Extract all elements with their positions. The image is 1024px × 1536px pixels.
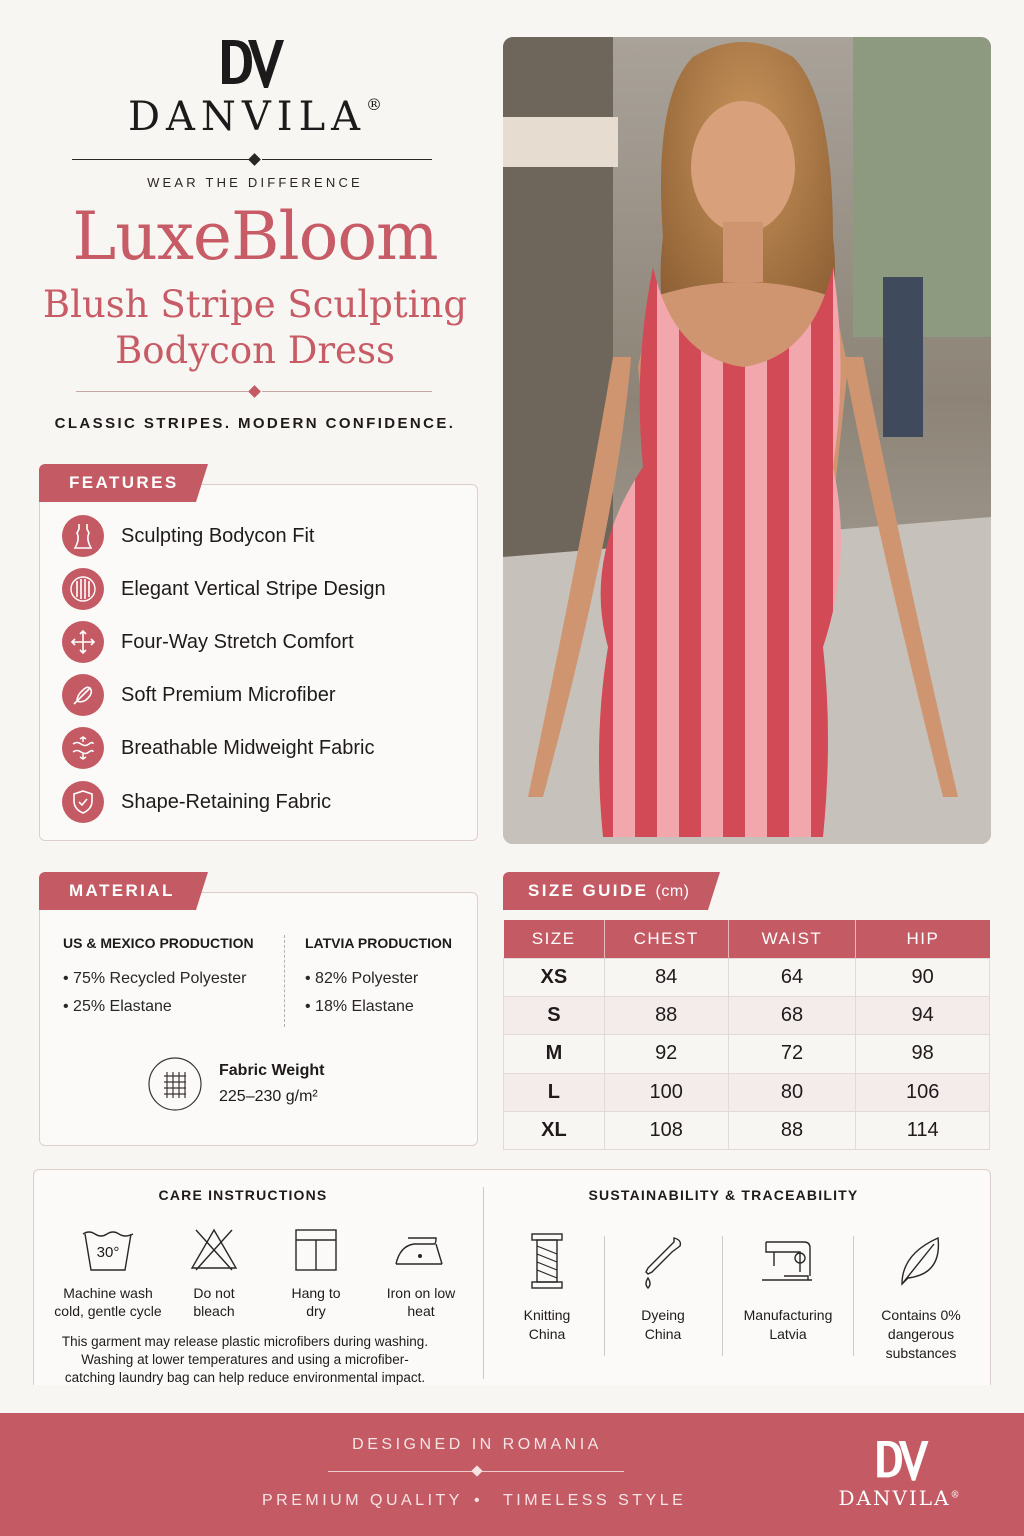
us-material-item: • 25% Elastane — [63, 998, 172, 1015]
material-divider — [284, 935, 285, 1027]
column-header: SIZE — [504, 920, 605, 958]
stripes-icon — [62, 568, 104, 610]
footer-divider — [482, 1471, 624, 1472]
hip-cell: 106 — [856, 1073, 990, 1111]
four-way-arrows-icon — [62, 621, 104, 663]
fabric-grid-icon — [147, 1056, 203, 1112]
product-photo — [503, 37, 991, 844]
divider — [76, 391, 248, 392]
footer — [0, 1413, 1024, 1536]
us-material-item: • 75% Recycled Polyester — [63, 970, 247, 987]
care-label-wash: Machine wash cold, gentle cycle — [54, 1285, 162, 1319]
waist-cell: 64 — [728, 958, 856, 996]
divider — [262, 159, 432, 160]
breathable-icon — [62, 727, 104, 769]
latvia-material-item: • 18% Elastane — [305, 998, 414, 1015]
footer-brand-name: DANVILA® — [838, 1486, 962, 1510]
hip-cell: 114 — [856, 1112, 990, 1150]
waist-cell: 88 — [728, 1112, 856, 1150]
shield-check-icon — [62, 781, 104, 823]
timeless-style-text: TIMELESS STYLE — [503, 1492, 687, 1509]
premium-quality-text: PREMIUM QUALITY — [262, 1492, 463, 1509]
care-label-bleach: Do not bleach — [193, 1285, 235, 1319]
feature-label: Four-Way Stretch Comfort — [121, 630, 354, 653]
table-row — [504, 958, 990, 996]
feature-item — [62, 514, 462, 558]
feather-icon — [62, 674, 104, 716]
care-title: CARE INSTRUCTIONS — [158, 1187, 328, 1203]
column-header: WAIST — [728, 920, 856, 958]
size-cell: XS — [504, 958, 605, 996]
latvia-heading: LATVIA PRODUCTION — [305, 935, 452, 951]
sustain-divider — [853, 1236, 854, 1356]
feature-item — [62, 673, 462, 717]
product-subtitle: Blush Stripe Sculpting Bodycon Dress — [42, 283, 468, 372]
column-header: HIP — [856, 920, 990, 958]
waist-cell: 80 — [728, 1073, 856, 1111]
brand-tagline: WEAR THE DIFFERENCE — [147, 175, 363, 190]
size-cell: S — [504, 996, 605, 1034]
section-divider — [483, 1187, 484, 1379]
designed-in-text: DESIGNED IN ROMANIA — [352, 1436, 602, 1453]
latvia-material-item: • 82% Polyester — [305, 970, 419, 987]
sustain-label-dyeing: Dyeing China — [641, 1307, 685, 1342]
footer-separator: • — [474, 1492, 484, 1509]
size-cell: L — [504, 1073, 605, 1111]
table-row — [504, 1035, 990, 1073]
brand-monogram-logo — [218, 34, 286, 92]
divider-diamond — [248, 385, 261, 398]
wash-tub-icon — [81, 1228, 135, 1274]
column-header: CHEST — [604, 920, 728, 958]
material-card — [39, 892, 478, 1146]
product-slogan: CLASSIC STRIPES. MODERN CONFIDENCE. — [54, 415, 456, 432]
feature-label: Sculpting Bodycon Fit — [121, 524, 315, 547]
care-label-iron: Iron on low heat — [386, 1285, 456, 1319]
sustain-divider — [722, 1236, 723, 1356]
dress-icon — [62, 515, 104, 557]
feature-label: Breathable Midweight Fabric — [121, 736, 375, 759]
chest-cell: 92 — [604, 1035, 728, 1073]
divider-diamond — [248, 153, 261, 166]
do-not-bleach-icon — [188, 1226, 240, 1272]
waist-cell: 72 — [728, 1035, 856, 1073]
sustain-label-substances: Contains 0% dangerous substances — [881, 1307, 961, 1361]
hip-cell: 90 — [856, 958, 990, 996]
size-guide-title: SIZE GUIDE (cm) — [503, 872, 708, 910]
brand-name: DANVILA® — [127, 94, 383, 140]
material-title: MATERIAL — [39, 872, 196, 910]
footer-monogram-logo — [872, 1436, 932, 1484]
thread-spool-icon — [528, 1232, 566, 1290]
chest-cell: 84 — [604, 958, 728, 996]
fabric-weight-label: Fabric Weight — [219, 1062, 325, 1079]
footer-divider — [328, 1471, 473, 1472]
hip-cell: 98 — [856, 1035, 990, 1073]
table-row — [504, 996, 990, 1034]
dropper-icon — [640, 1234, 686, 1290]
feature-label: Soft Premium Microfiber — [121, 683, 336, 706]
sustain-divider — [604, 1236, 605, 1356]
feature-label: Shape-Retaining Fabric — [121, 790, 332, 813]
feature-item — [62, 620, 462, 664]
feature-item — [62, 726, 462, 770]
feature-item — [62, 567, 462, 611]
features-title: FEATURES — [39, 464, 196, 502]
sustain-label-knitting: Knitting China — [523, 1307, 571, 1342]
feature-label: Elegant Vertical Stripe Design — [121, 577, 386, 600]
microfiber-note: This garment may release plastic microfibers during washing. Washing at lower temperatures and using a microfiber- catching laundry bag can help reduce environmental impact. — [61, 1334, 429, 1385]
us-mexico-heading: US & MEXICO PRODUCTION — [63, 935, 254, 951]
hang-dry-icon — [294, 1228, 338, 1272]
chest-cell: 88 — [604, 996, 728, 1034]
care-label-dry: Hang to dry — [291, 1285, 341, 1319]
size-cell: M — [504, 1035, 605, 1073]
table-row — [504, 1112, 990, 1150]
table-row — [504, 1073, 990, 1111]
leaf-icon — [898, 1234, 942, 1288]
feature-item — [62, 780, 462, 824]
fabric-weight-value: 225–230 g/m² — [219, 1088, 318, 1105]
divider — [72, 159, 250, 160]
hip-cell: 94 — [856, 996, 990, 1034]
sustainability-title: SUSTAINABILITY & TRACEABILITY — [588, 1187, 859, 1203]
size-cell: XL — [504, 1112, 605, 1150]
wash-temperature: 30° — [96, 1244, 120, 1261]
product-name: LuxeBloom — [72, 198, 438, 275]
sewing-machine-icon — [760, 1236, 814, 1286]
divider — [262, 391, 432, 392]
chest-cell: 100 — [604, 1073, 728, 1111]
chest-cell: 108 — [604, 1112, 728, 1150]
size-table — [503, 920, 990, 1150]
iron-low-heat-icon — [394, 1230, 446, 1270]
sustain-label-manufacturing: Manufacturing Latvia — [743, 1307, 833, 1342]
waist-cell: 68 — [728, 996, 856, 1034]
